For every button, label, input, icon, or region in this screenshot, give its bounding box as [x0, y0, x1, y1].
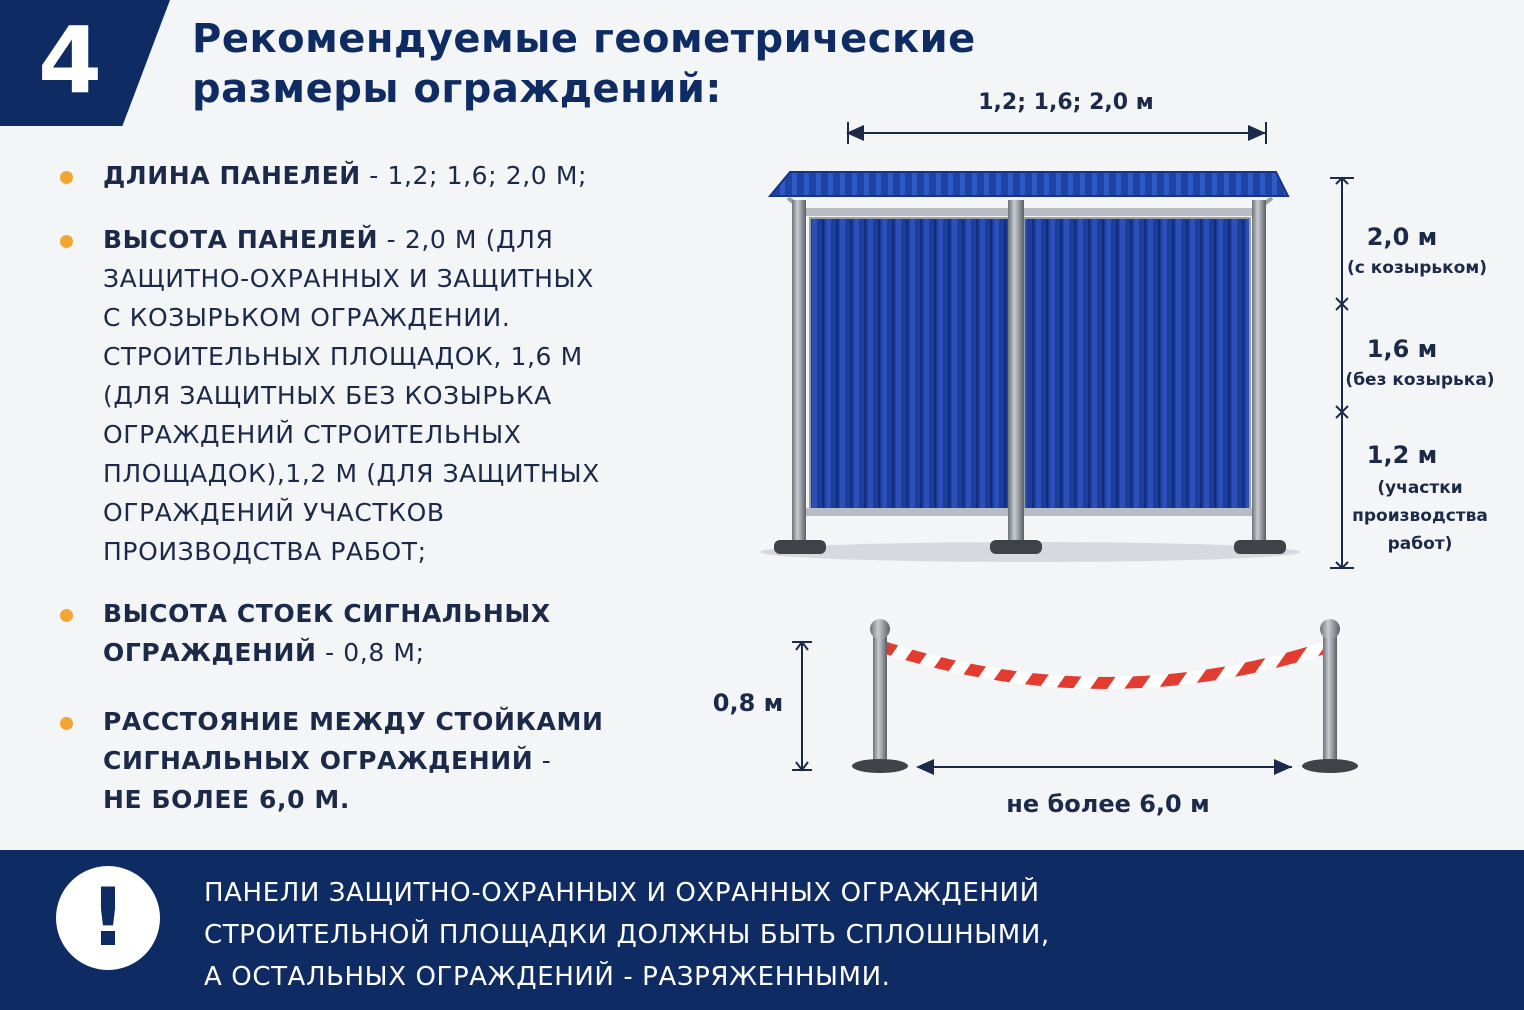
list-item-line: ВЫСОТА СТОЕК СИГНАЛЬНЫХ: [103, 599, 551, 628]
fence-roof: [770, 172, 1288, 212]
footer-line: СТРОИТЕЛЬНОЙ ПЛОЩАДКИ ДОЛЖНЫ БЫТЬ СПЛОШНЫМИ,: [204, 920, 1050, 950]
list-item-line: РАССТОЯНИЕ МЕЖДУ СТОЙКАМИ: [103, 707, 604, 736]
footer-line: ПАНЕЛИ ЗАЩИТНО-ОХРАННЫХ И ОХРАННЫХ ОГРАЖДЕНИЙ: [204, 878, 1040, 908]
list-item: [56, 594, 551, 672]
list-item-line: ОГРАЖДЕНИЙ СТРОИТЕЛЬНЫХ: [103, 420, 522, 449]
title-line: Рекомендуемые геометрические: [192, 16, 976, 62]
bullet-dot-icon: [60, 717, 73, 730]
height-note-label: (без козырька): [1345, 370, 1495, 390]
list-item-line: С КОЗЫРЬКОМ ОГРАЖДЕНИИ.: [103, 303, 511, 332]
list-item-line: ДЛИНА ПАНЕЛЕЙ - 1,2; 1,6; 2,0 М;: [103, 161, 588, 190]
list-item: [56, 156, 587, 195]
signal-distance-label: не более 6,0 м: [1006, 790, 1210, 818]
signal-fence: [792, 619, 1358, 773]
section-number: 4: [38, 7, 103, 114]
bullet-dot-icon: [60, 171, 73, 184]
list-item-line: ОГРАЖДЕНИЙ УЧАСТКОВ: [103, 498, 445, 527]
fence-width-label: 1,2; 1,6; 2,0 м: [978, 90, 1154, 115]
signal-height-label: 0,8 м: [712, 689, 784, 717]
height-value-label: 1,6 м: [1366, 335, 1438, 363]
list-item-line: ПЛОЩАДОК),1,2 М (ДЛЯ ЗАЩИТНЫХ: [103, 459, 600, 488]
height-note-label: работ): [1387, 534, 1453, 554]
bullet-dot-icon: [60, 235, 73, 248]
list-item: [56, 220, 600, 571]
list-item-line: ОГРАЖДЕНИЙ - 0,8 М;: [103, 638, 425, 667]
width-dimension-line: [848, 122, 1266, 144]
bullet-dot-icon: [60, 609, 73, 622]
height-note-label: (участки: [1377, 478, 1463, 498]
page-title: [192, 14, 976, 114]
height-value-label: 1,2 м: [1366, 441, 1438, 469]
fence-panels: [806, 208, 1254, 516]
fence-shadow: [760, 542, 1300, 562]
footer-note: [204, 872, 1050, 998]
height-value-label: 2,0 м: [1366, 223, 1438, 251]
footer-line: А ОСТАЛЬНЫХ ОГРАЖДЕНИЙ - РАЗРЯЖЕННЫМИ.: [204, 962, 891, 992]
list-item-line: ВЫСОТА ПАНЕЛЕЙ - 2,0 М (ДЛЯ: [103, 225, 554, 254]
list-item-line: (ДЛЯ ЗАЩИТНЫХ БЕЗ КОЗЫРЬКА: [103, 381, 552, 410]
list-item-line: СТРОИТЕЛЬНЫХ ПЛОЩАДОК, 1,6 М: [103, 342, 583, 371]
fence-posts: [774, 200, 1286, 554]
list-item: [56, 702, 604, 819]
height-note-label: (с козырьком): [1346, 258, 1488, 278]
list-item-line: ЗАЩИТНО-ОХРАННЫХ И ЗАЩИТНЫХ: [103, 264, 594, 293]
list-item-line: ПРОИЗВОДСТВА РАБОТ;: [103, 537, 427, 566]
exclamation-icon: !: [56, 866, 160, 970]
list-item-line: СИГНАЛЬНЫХ ОГРАЖДЕНИЙ -: [103, 746, 552, 775]
title-line: размеры ограждений:: [192, 66, 722, 112]
height-note-label: производства: [1352, 506, 1488, 526]
list-item-line: НЕ БОЛЕЕ 6,0 М.: [103, 785, 351, 814]
